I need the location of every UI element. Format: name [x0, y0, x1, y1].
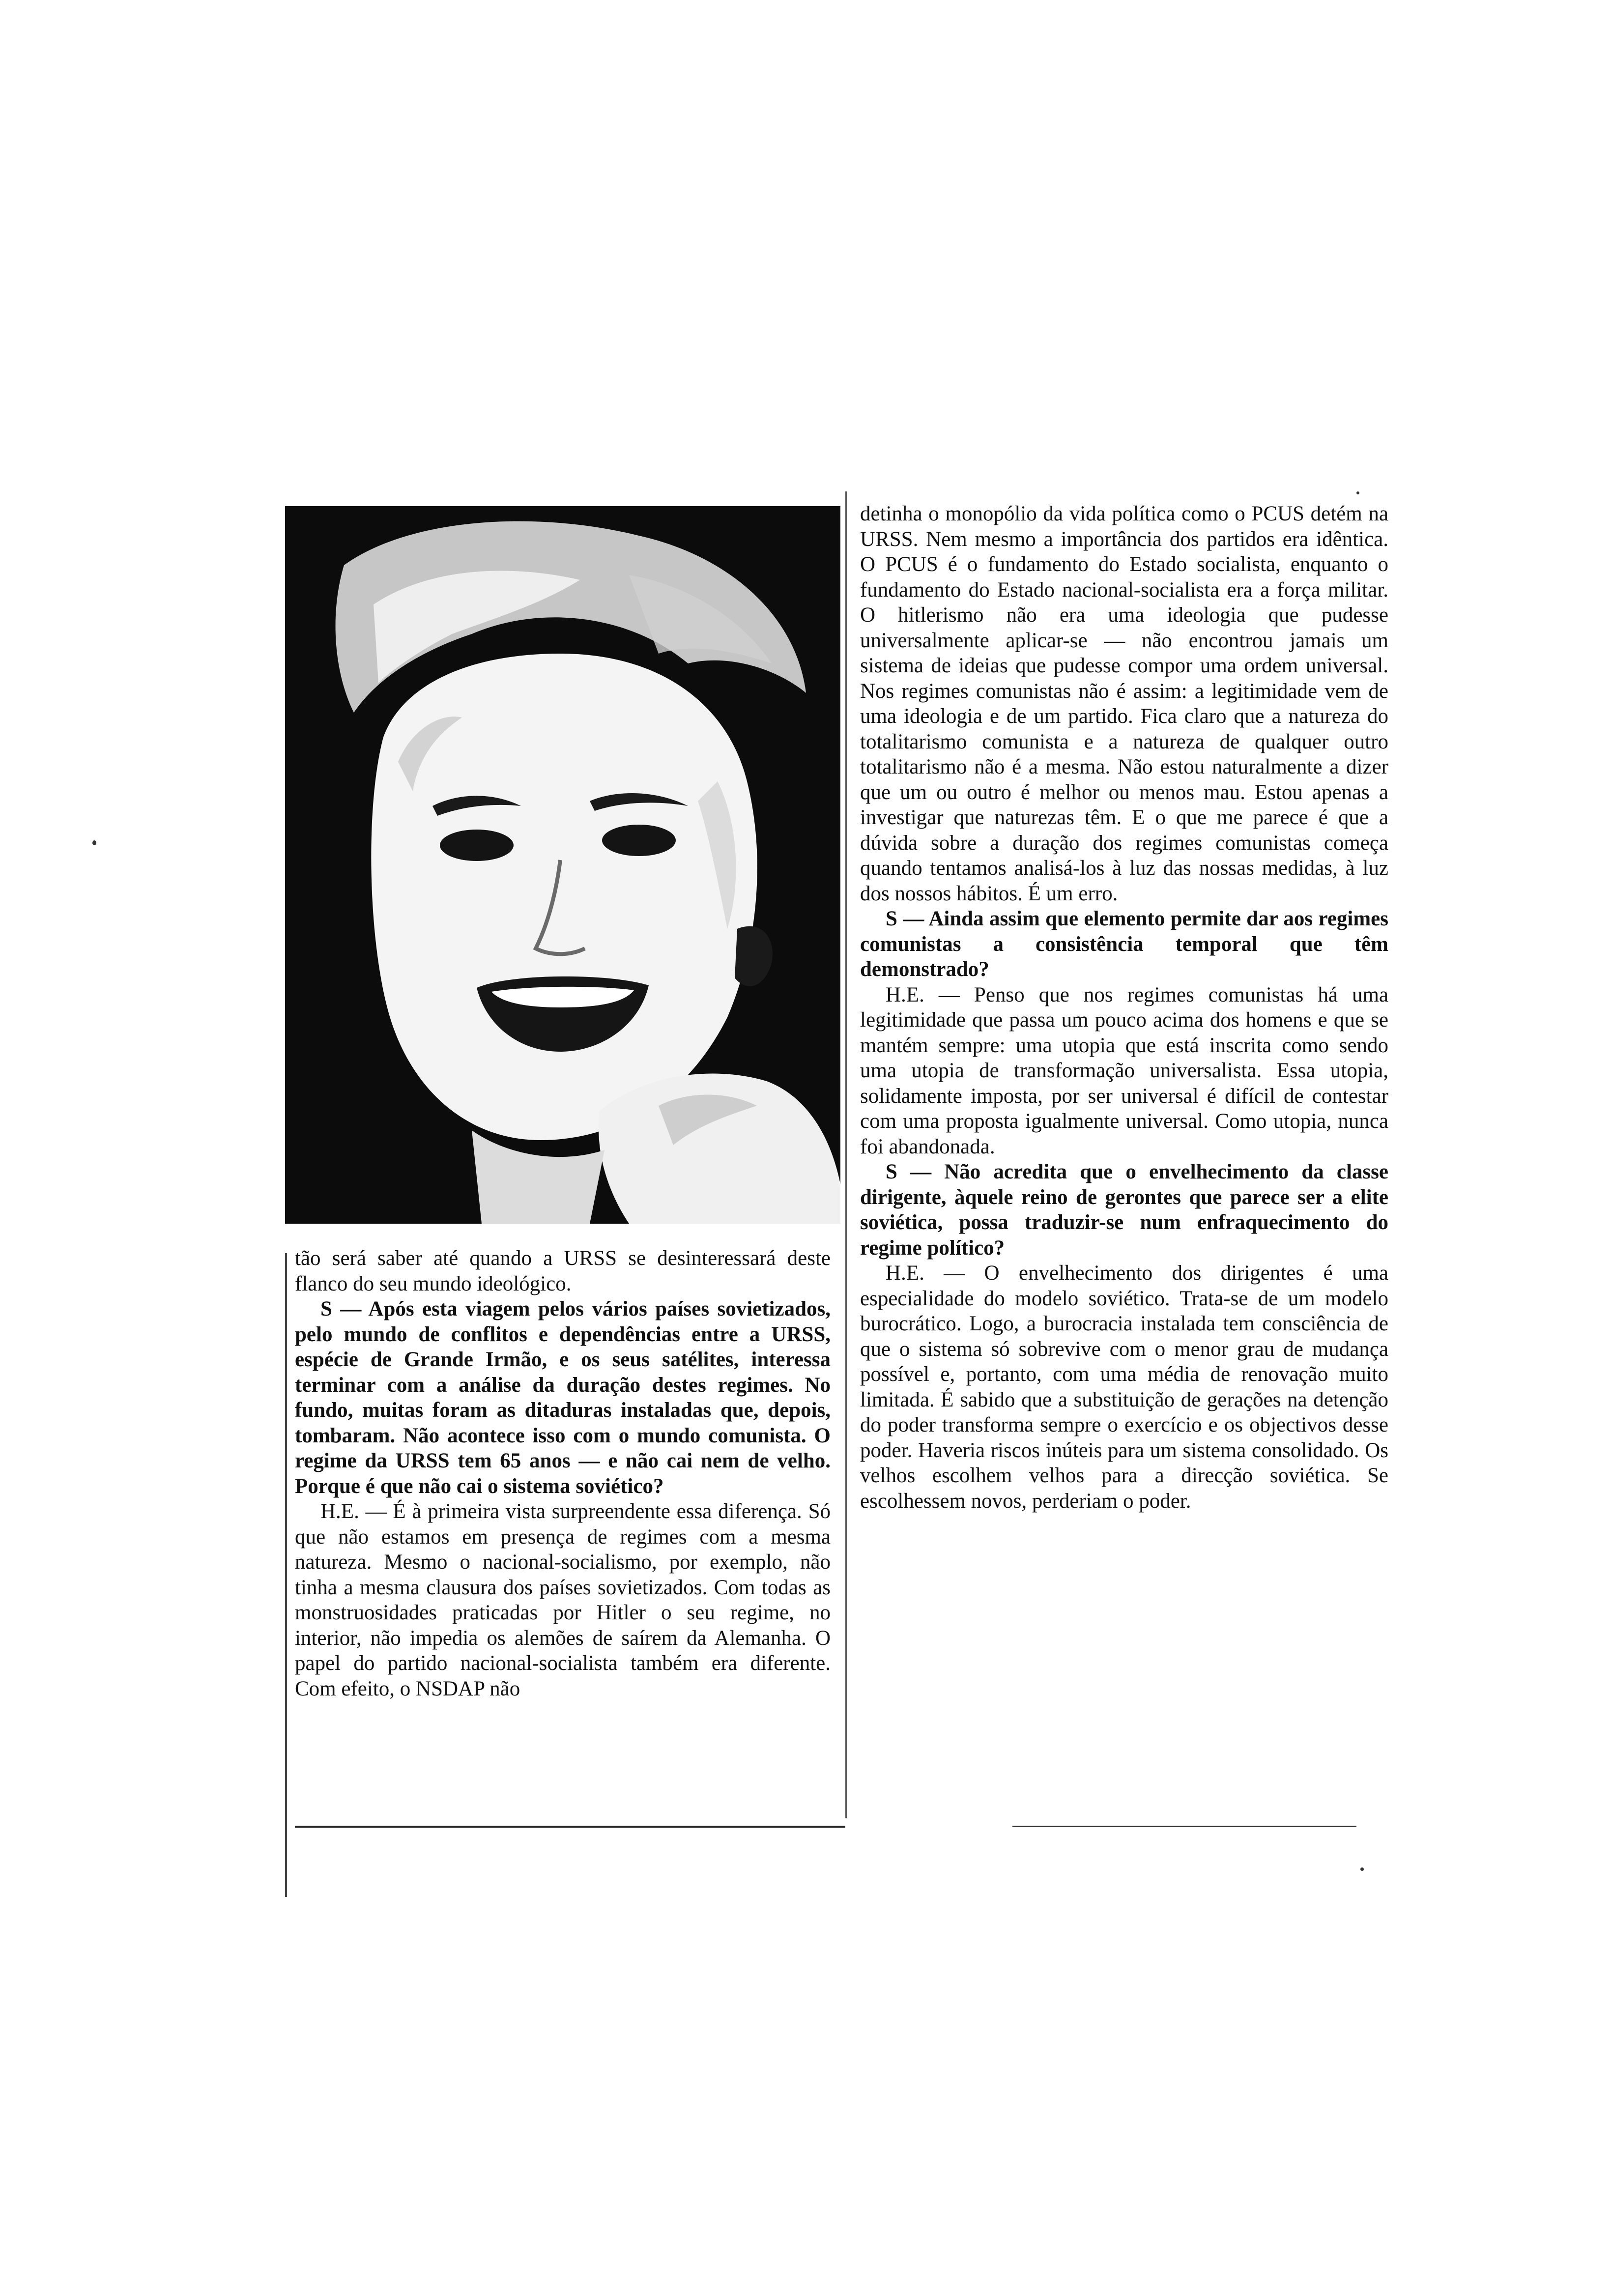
- left-column: [295, 1246, 831, 1701]
- answer-paragraph: H.E. — Penso que nos regimes comunistas há uma legitimidade que passa um pouco acima dos homens e que se mantém sempre: uma utopia que está inscrita como sendo uma utopia de transformação universalista. Essa utopia, solidamente imposta, por ser universal é difícil de contestar com uma proposta igualmente universal. Como utopia, nunca foi abandonada.: [860, 983, 1388, 1158]
- scan-speck: [1356, 491, 1359, 494]
- question-paragraph: S — Ainda assim que elemento permite dar aos regimes comunistas a consistência temporal que têm demonstrado?: [860, 907, 1388, 981]
- scan-speck: [92, 840, 96, 845]
- left-margin-rule: [285, 1253, 287, 1897]
- portrait-photo: [285, 506, 840, 1224]
- answer-paragraph-continued: detinha o monopólio da vida política como o PCUS detém na URSS. Nem mesmo a importância dos partidos era idêntica. O PCUS é o fundamento do Estado socialista, enquanto o fundamento do Estado nacional-socialista era a força militar. O hitlerismo não era uma ideologia que pudesse universalmente aplicar-se — não encontrou jamais um sistema de ideias que pudesse compor uma ordem universal. Nos regimes comunistas não é assim: a legitimidade vem de uma ideologia e de um partido. Fica claro que a natureza do totalitarismo comunista e a natureza de qualquer outro totalitarismo não é a mesma. Não estou naturalmente a dizer que um ou outro é melhor ou menos mau. Estou apenas a investigar que naturezas têm. E o que me parece é que a dúvida sobre a duração dos regimes comunistas começa quando tentamos analisá-los à luz das nossas medidas, à luz dos nossos hábitos. É um erro.: [860, 502, 1388, 905]
- answer-paragraph: H.E. — O envelhecimento dos dirigentes é uma especialidade do modelo soviético. Trata-se de um modelo burocrático. Logo, a burocracia instalada tem consciência de que o sistema só sobrevive com o menor grau de mudança possível e, portanto, com uma média de renovação muito limitada. É sabido que a substituição de gerações na detenção do poder transforma sempre o exercício e os objectivos desse poder. Haveria riscos inúteis para um sistema consolidado. Os velhos escolhem velhos para a direcção soviética. Se escolhessem novos, perderiam o poder.: [860, 1262, 1388, 1513]
- answer-paragraph: H.E. — É à primeira vista surpreendente essa diferença. Só que não estamos em presença de regimes com a mesma natureza. Mesmo o nacional-socialismo, por exemplo, não tinha a mesma clausura dos países sovietizados. Com todas as monstruosidades praticadas por Hitler o seu regime, no interior, não impedia os alemões de saírem da Alemanha. O papel do partido nacional-socialista também era diferente. Com efeito, o NSDAP não: [295, 1500, 831, 1700]
- newspaper-clipping: [285, 487, 1388, 1902]
- question-paragraph: S — Após esta viagem pelos vários países sovietizados, pelo mundo de conflitos e dependências entre a URSS, espécie de Grande Irmão, e os seus satélites, interessa terminar com a análise da duração destes regimes. No fundo, muitas foram as ditaduras instaladas que, depois, tombaram. Não acontece isso com o mundo comunista. O regime da URSS tem 65 anos — e não cai nem de velho. Porque é que não cai o sistema soviético?: [295, 1297, 831, 1498]
- bottom-rule-right: [1012, 1826, 1356, 1827]
- scan-speck: [1360, 1867, 1364, 1871]
- portrait-photo-icon: [285, 506, 840, 1224]
- question-paragraph: S — Não acredita que o envelhecimento da classe dirigente, àquele reino de gerontes que parece ser a elite soviética, possa traduzir-se num enfraquecimento do regime político?: [860, 1160, 1388, 1260]
- bottom-rule-left: [295, 1826, 845, 1828]
- right-column: [860, 501, 1388, 1514]
- column-divider: [845, 491, 847, 1818]
- answer-paragraph-continued: tão será saber até quando a URSS se desinteressará deste flanco do seu mundo ideológico.: [295, 1247, 831, 1295]
